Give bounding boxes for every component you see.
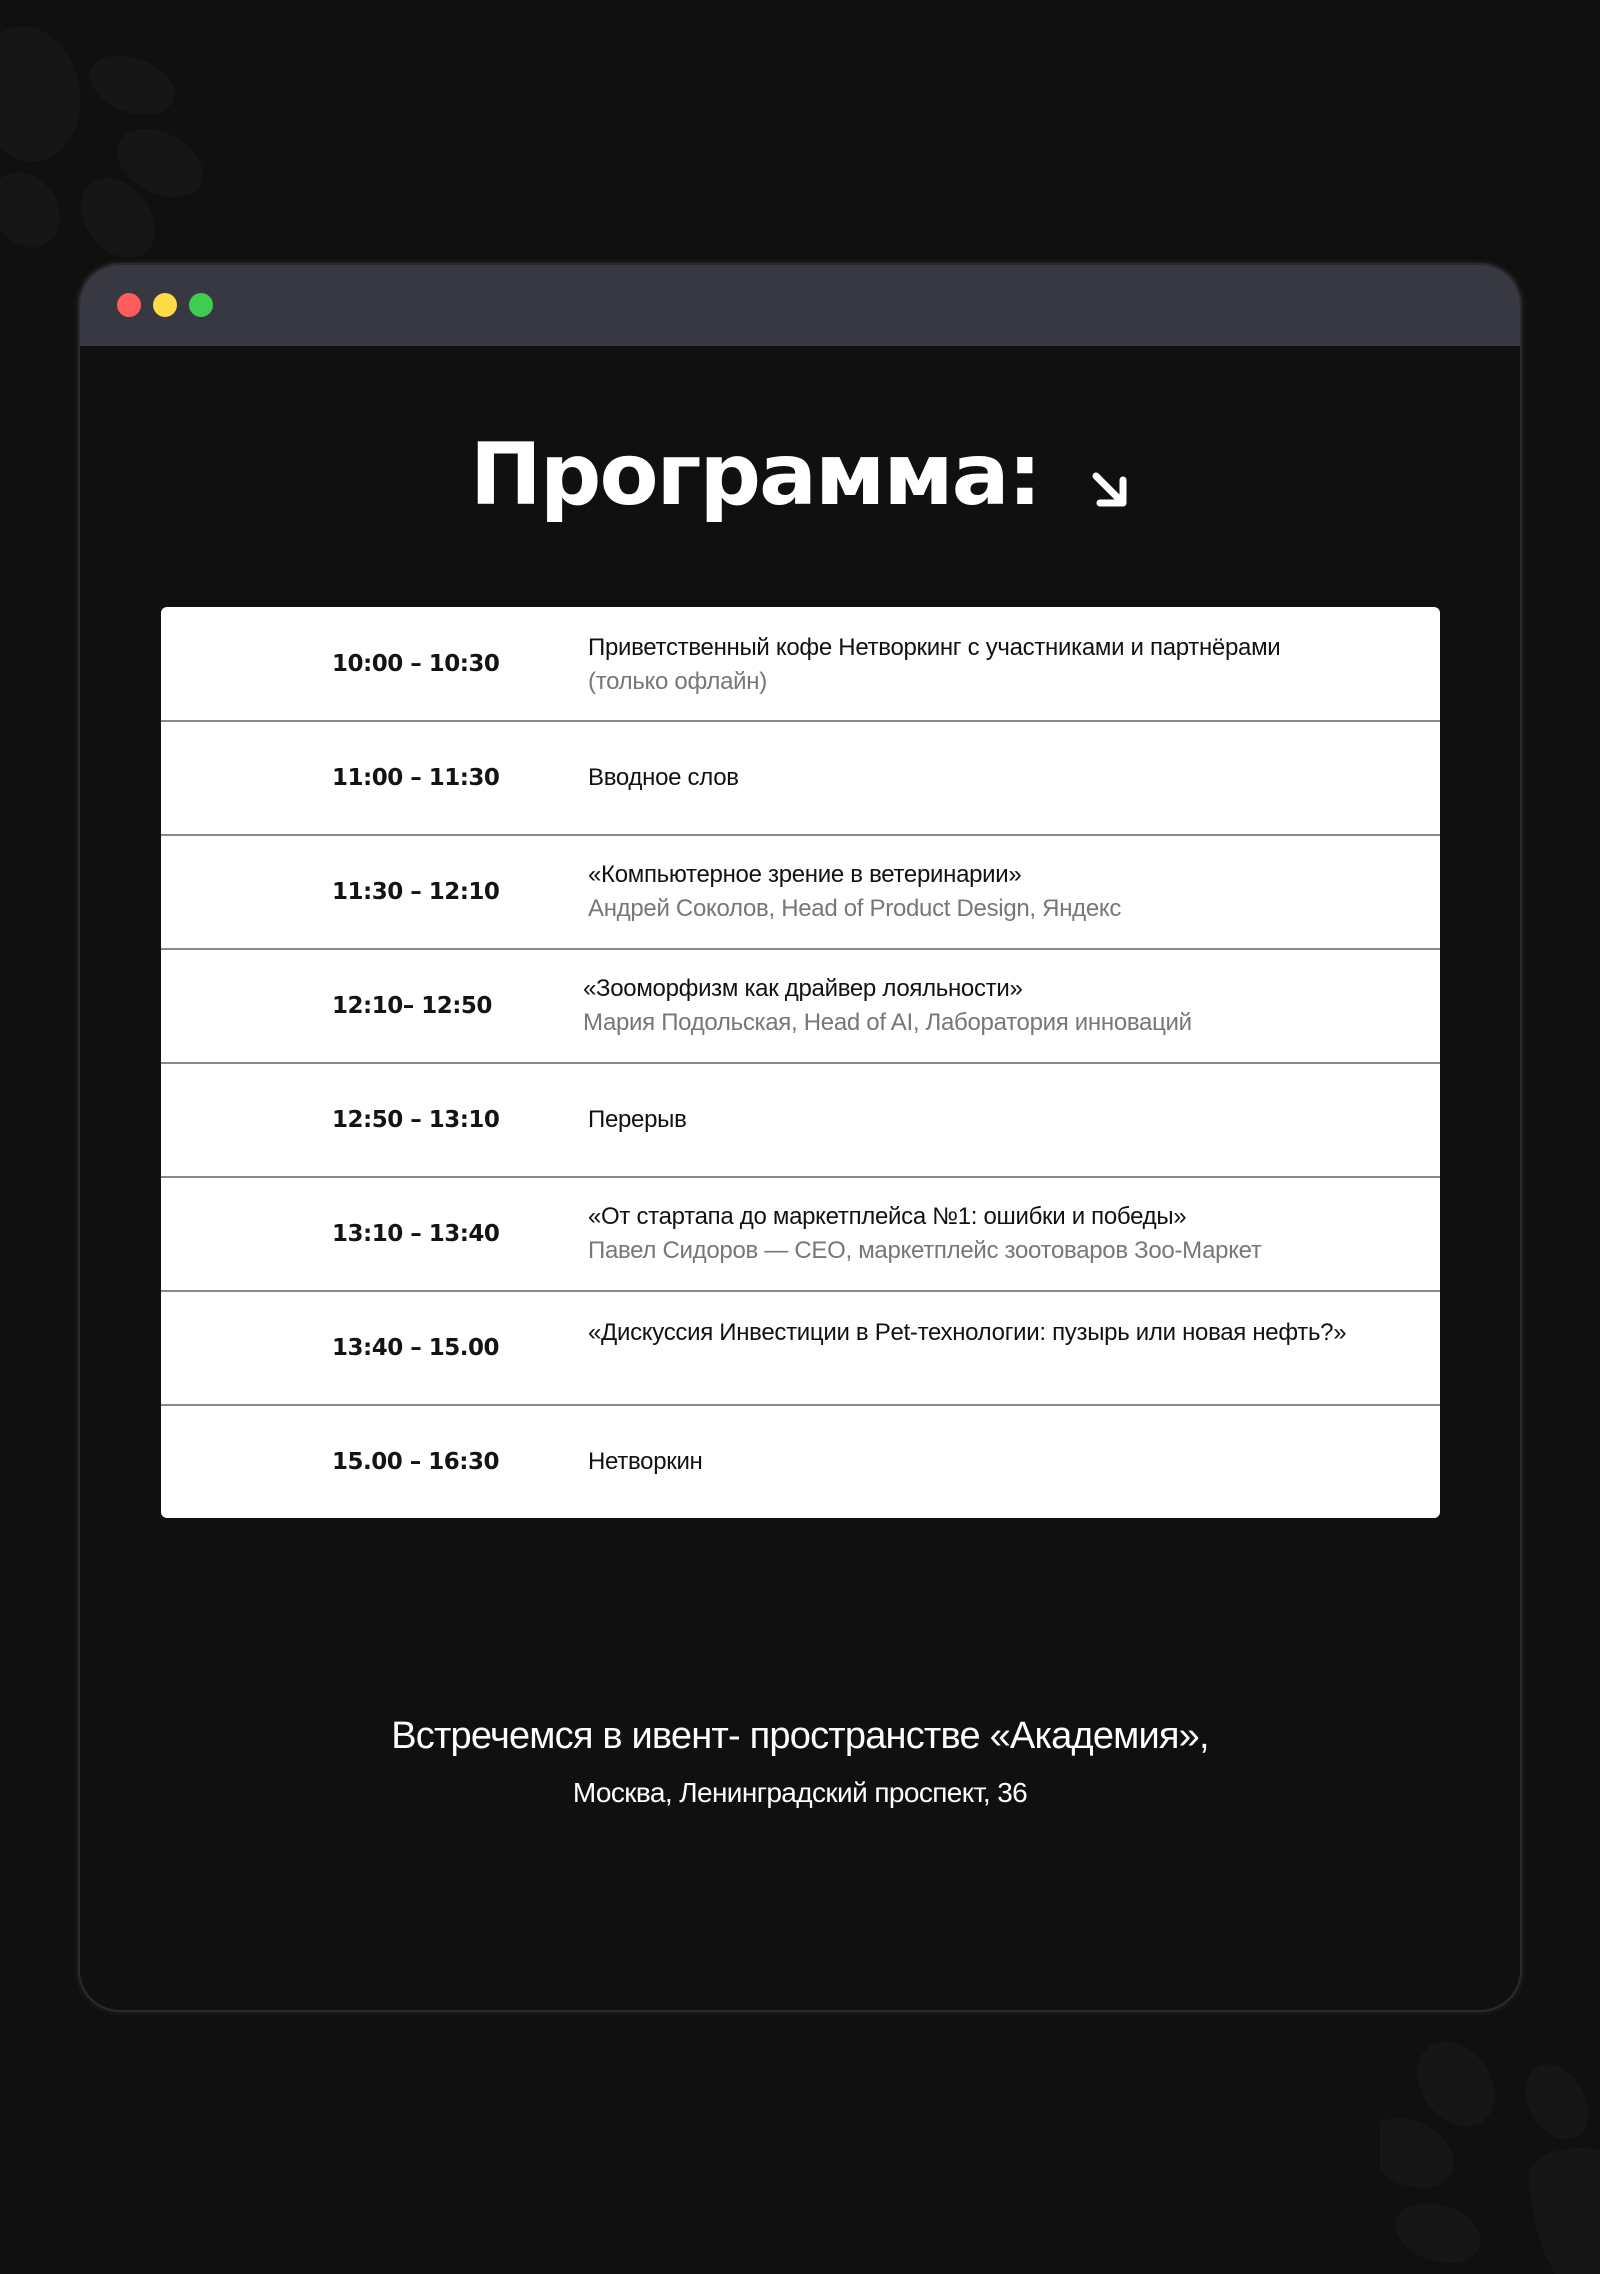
event-title: Нетворкин bbox=[588, 1448, 703, 1475]
schedule-event bbox=[588, 761, 1420, 795]
event-title: «Компьютерное зрение в ветеринарии» bbox=[588, 861, 1022, 888]
schedule-row bbox=[161, 834, 1440, 948]
schedule-event bbox=[588, 858, 1420, 926]
schedule-row bbox=[161, 948, 1440, 1062]
schedule-event bbox=[588, 1200, 1420, 1268]
schedule-row bbox=[161, 720, 1440, 834]
event-title: «От стартапа до маркетплейса №1: ошибки и победы» bbox=[588, 1203, 1187, 1230]
schedule-table bbox=[161, 607, 1440, 1518]
paw-print-icon bbox=[0, 0, 220, 270]
event-title: Вводное слов bbox=[588, 764, 739, 791]
event-speaker: Андрей Соколов, Head of Product Design, Яндекс bbox=[588, 895, 1122, 922]
schedule-row bbox=[161, 1062, 1440, 1176]
event-title: «Дискуссия Инвестиции в Pet-технологии: пузырь или новая нефть?» bbox=[588, 1319, 1347, 1346]
close-button[interactable] bbox=[117, 293, 141, 317]
schedule-time: 13:10 – 13:40 bbox=[332, 1221, 500, 1247]
event-title: Приветственный кофе Нетворкинг с участниками и партнёрами bbox=[588, 634, 1281, 661]
schedule-time: 10:00 – 10:30 bbox=[332, 650, 500, 677]
schedule-event bbox=[588, 631, 1420, 699]
schedule-time: 11:30 – 12:10 bbox=[332, 879, 500, 905]
arrow-down-right-icon bbox=[1090, 431, 1130, 531]
schedule-time: 13:40 – 15.00 bbox=[332, 1335, 499, 1361]
schedule-event bbox=[588, 1103, 1420, 1137]
event-title: «Зооморфизм как драйвер лояльности» bbox=[583, 975, 1023, 1002]
page-title bbox=[80, 425, 1520, 531]
paw-print-icon bbox=[1380, 2040, 1600, 2274]
page-title-text: Программа: bbox=[469, 425, 1041, 525]
schedule-time: 12:10– 12:50 bbox=[332, 993, 492, 1019]
schedule-time: 12:50 – 13:10 bbox=[332, 1107, 500, 1133]
schedule-time: 15.00 – 16:30 bbox=[332, 1449, 499, 1475]
schedule-row bbox=[161, 1290, 1440, 1404]
schedule-event bbox=[588, 1316, 1420, 1350]
address-text: Москва, Ленинградский проспект, 36 bbox=[572, 1777, 1028, 1808]
schedule-time: 11:00 – 11:30 bbox=[332, 765, 500, 791]
schedule-event bbox=[583, 972, 1420, 1040]
schedule-row bbox=[161, 1176, 1440, 1290]
window-titlebar bbox=[80, 265, 1520, 346]
schedule-event bbox=[588, 1445, 1420, 1479]
event-speaker: Мария Подольская, Head of AI, Лаборатория инноваций bbox=[583, 1009, 1192, 1036]
event-subtitle: (только офлайн) bbox=[588, 668, 767, 695]
schedule-row bbox=[161, 1404, 1440, 1518]
browser-window bbox=[80, 265, 1520, 2010]
venue-text: Встречемся в ивент- пространстве «Академия», bbox=[391, 1715, 1209, 1757]
minimize-button[interactable] bbox=[153, 293, 177, 317]
event-title: Перерыв bbox=[588, 1106, 687, 1133]
maximize-button[interactable] bbox=[189, 293, 213, 317]
event-speaker: Павел Сидоров — CEO, маркетплейс зоотоваров Зоо-Маркет bbox=[588, 1237, 1262, 1264]
schedule-row bbox=[161, 607, 1440, 720]
